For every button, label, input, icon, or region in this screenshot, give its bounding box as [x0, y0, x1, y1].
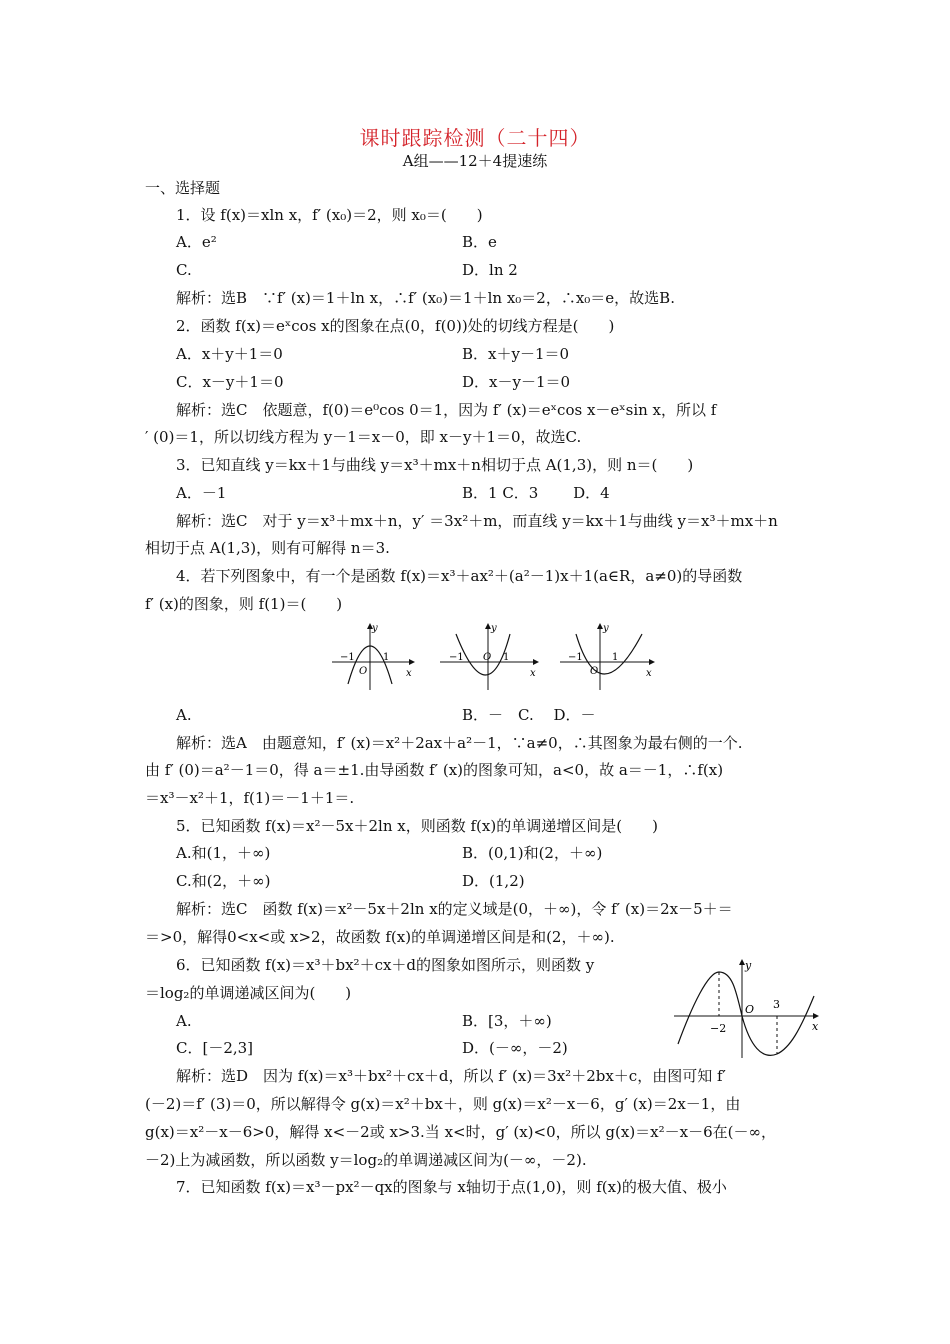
q5-solution-line1: 解析：选C 函数 f(x)＝x²－5x＋2ln x的定义域是(0，＋∞)，令 f′ (x)＝2x－5＋＝ [176, 900, 733, 918]
question-6-line2: ＝log₂的单调递减区间为( ) [145, 984, 352, 1002]
q6-solution-line3: g(x)＝x²－x－6>0，解得 x<－2或 x>3.当 x<时，g′ (x)<0，所以 g(x)＝x²－x－6在(－∞， [145, 1123, 777, 1141]
question-6-line1: 6．已知函数 f(x)＝x³＋bx²＋cx＋d的图象如图所示，则函数 y [176, 956, 595, 974]
q4-graph-2 [440, 623, 538, 690]
q4-graphs [328, 620, 658, 692]
q4-g3-x-label: x [646, 668, 652, 679]
q6-solution-line2: (－2)＝f′ (3)＝0，所以解得令 g(x)＝x²＋bx＋，则 g(x)＝x²－x－6，g′ (x)＝2x－1，由 [145, 1095, 741, 1113]
question-1: 1．设 f(x)＝xln x，f′ (x₀)＝2，则 x₀＝( ) [176, 206, 483, 224]
q1-option-c: C. [176, 261, 192, 279]
q4-graph-1 [332, 623, 414, 690]
q2-option-d: D．x－y－1＝0 [462, 373, 571, 391]
q6-graph [672, 956, 824, 1060]
page-title: 课时跟踪检测（二十四） [359, 126, 591, 150]
question-4-line1: 4．若下列图象中，有一个是函数 f(x)＝x³＋ax²＋(a²－1)x＋1(a∈R，a≠0)的导函数 [176, 567, 743, 585]
q4-g1-one: 1 [383, 652, 390, 663]
q6-solution-line1: 解析：选D 因为 f(x)＝x³＋bx²＋cx＋d，所以 f′ (x)＝3x²＋2bx＋c，由图可知 f′ [176, 1067, 726, 1085]
q4-g3-y-label: y [603, 623, 609, 634]
q2-option-c: C．x－y＋1＝0 [176, 373, 284, 391]
q4-option-a: A. [176, 706, 192, 724]
q4-solution-line1: 解析：选A 由题意知，f′ (x)＝x²＋2ax＋a²－1，∵a≠0，∴其图象为最右侧的一个. [176, 734, 743, 752]
q2-option-a: A．x＋y＋1＝0 [176, 345, 283, 363]
q1-option-d: D．ln 2 [462, 261, 518, 279]
question-5: 5．已知函数 f(x)＝x²－5x＋2ln x，则函数 f(x)的单调递增区间是( ) [176, 817, 658, 835]
q6-neg2-label: −2 [710, 1022, 727, 1035]
question-2: 2．函数 f(x)＝eˣcos x的图象在点(0，f(0))处的切线方程是( ) [176, 317, 615, 335]
q4-g1-y-label: y [372, 623, 378, 634]
q4-graph-3 [560, 623, 654, 690]
q2-solution-line1: 解析：选C 依题意，f(0)＝e⁰cos 0＝1，因为 f′ (x)＝eˣcos x－eˣsin x，所以 f [176, 401, 717, 419]
q4-g2-y-label: y [491, 623, 497, 634]
q4-g2-neg1: −1 [449, 652, 464, 663]
q1-option-a: A．e² [176, 233, 217, 251]
q4-g3-neg1: −1 [568, 652, 583, 663]
q4-solution-line3: ＝x³－x²＋1，f(1)＝－1＋1＝. [145, 789, 355, 807]
question-4-line2: f′ (x)的图象，则 f(1)＝( ) [145, 595, 343, 613]
q5-option-b: B．(0,1)和(2，＋∞) [462, 844, 603, 862]
q6-option-c: C．[－2,3] [176, 1039, 254, 1057]
q6-origin: O [745, 1003, 755, 1016]
q4-g3-one: 1 [612, 652, 619, 663]
q3-options-bcd: B．1 C．3 D．4 [462, 484, 610, 502]
q4-g2-one: 1 [503, 652, 510, 663]
q6-x-label: x [812, 1020, 819, 1033]
q3-option-a: A．－1 [176, 484, 227, 502]
q2-solution-line2: ′ (0)＝1，所以切线方程为 y－1＝x－0，即 x－y＋1＝0，故选C. [145, 428, 582, 446]
q4-g1-neg1: −1 [340, 652, 355, 663]
q5-option-a: A.和(1，＋∞) [176, 844, 271, 862]
q3-solution-line1: 解析：选C 对于 y＝x³＋mx＋n，y′ ＝3x²＋m，而直线 y＝kx＋1与曲线 y＝x³＋mx＋n [176, 512, 778, 530]
q4-g2-x-label: x [530, 668, 536, 679]
q3-solution-line2: 相切于点 A(1,3)，则有可解得 n＝3. [145, 539, 390, 557]
q6-option-a: A. [176, 1012, 192, 1030]
q5-option-d: D．(1,2) [462, 872, 525, 890]
q6-option-b: B．[3，＋∞) [462, 1012, 552, 1030]
q6-option-d: D．(－∞，－2) [462, 1039, 568, 1057]
q4-g1-origin: O [359, 666, 368, 677]
q1-option-b: B．e [462, 233, 497, 251]
q6-solution-line4: －2)上为减函数，所以函数 y＝log₂的单调递减区间为(－∞，－2). [145, 1151, 587, 1169]
q4-g2-origin: O [483, 652, 492, 663]
q4-g3-origin: O [590, 666, 599, 677]
q4-solution-line2: 由 f′ (0)＝a²－1＝0，得 a＝±1.由导函数 f′ (x)的图象可知，a<0，故 a＝－1，∴f(x) [145, 761, 724, 779]
page-subtitle: A组——12＋4提速练 [402, 152, 548, 170]
q4-options-bcd: B．－ C. D．－ [462, 706, 596, 724]
question-7: 7．已知函数 f(x)＝x³－px²－qx的图象与 x轴切于点(1,0)，则 f(x)的极大值、极小 [176, 1178, 727, 1196]
question-3: 3．已知直线 y＝kx＋1与曲线 y＝x³＋mx＋n相切于点 A(1,3)，则 n＝( ) [176, 456, 694, 474]
q6-y-label: y [745, 959, 752, 972]
q2-option-b: B．x＋y－1＝0 [462, 345, 570, 363]
section-heading: 一、选择题 [145, 179, 221, 197]
q5-option-c: C.和(2，＋∞) [176, 872, 271, 890]
q4-g1-x-label: x [406, 668, 412, 679]
q5-solution-line2: ＝>0，解得0<x<或 x>2，故函数 f(x)的单调递增区间是和(2，＋∞). [145, 928, 615, 946]
q6-three-label: 3 [773, 998, 780, 1011]
q1-solution: 解析：选B ∵f′ (x)＝1＋ln x，∴f′ (x₀)＝1＋ln x₀＝2，∴x₀＝e，故选B. [176, 289, 675, 307]
